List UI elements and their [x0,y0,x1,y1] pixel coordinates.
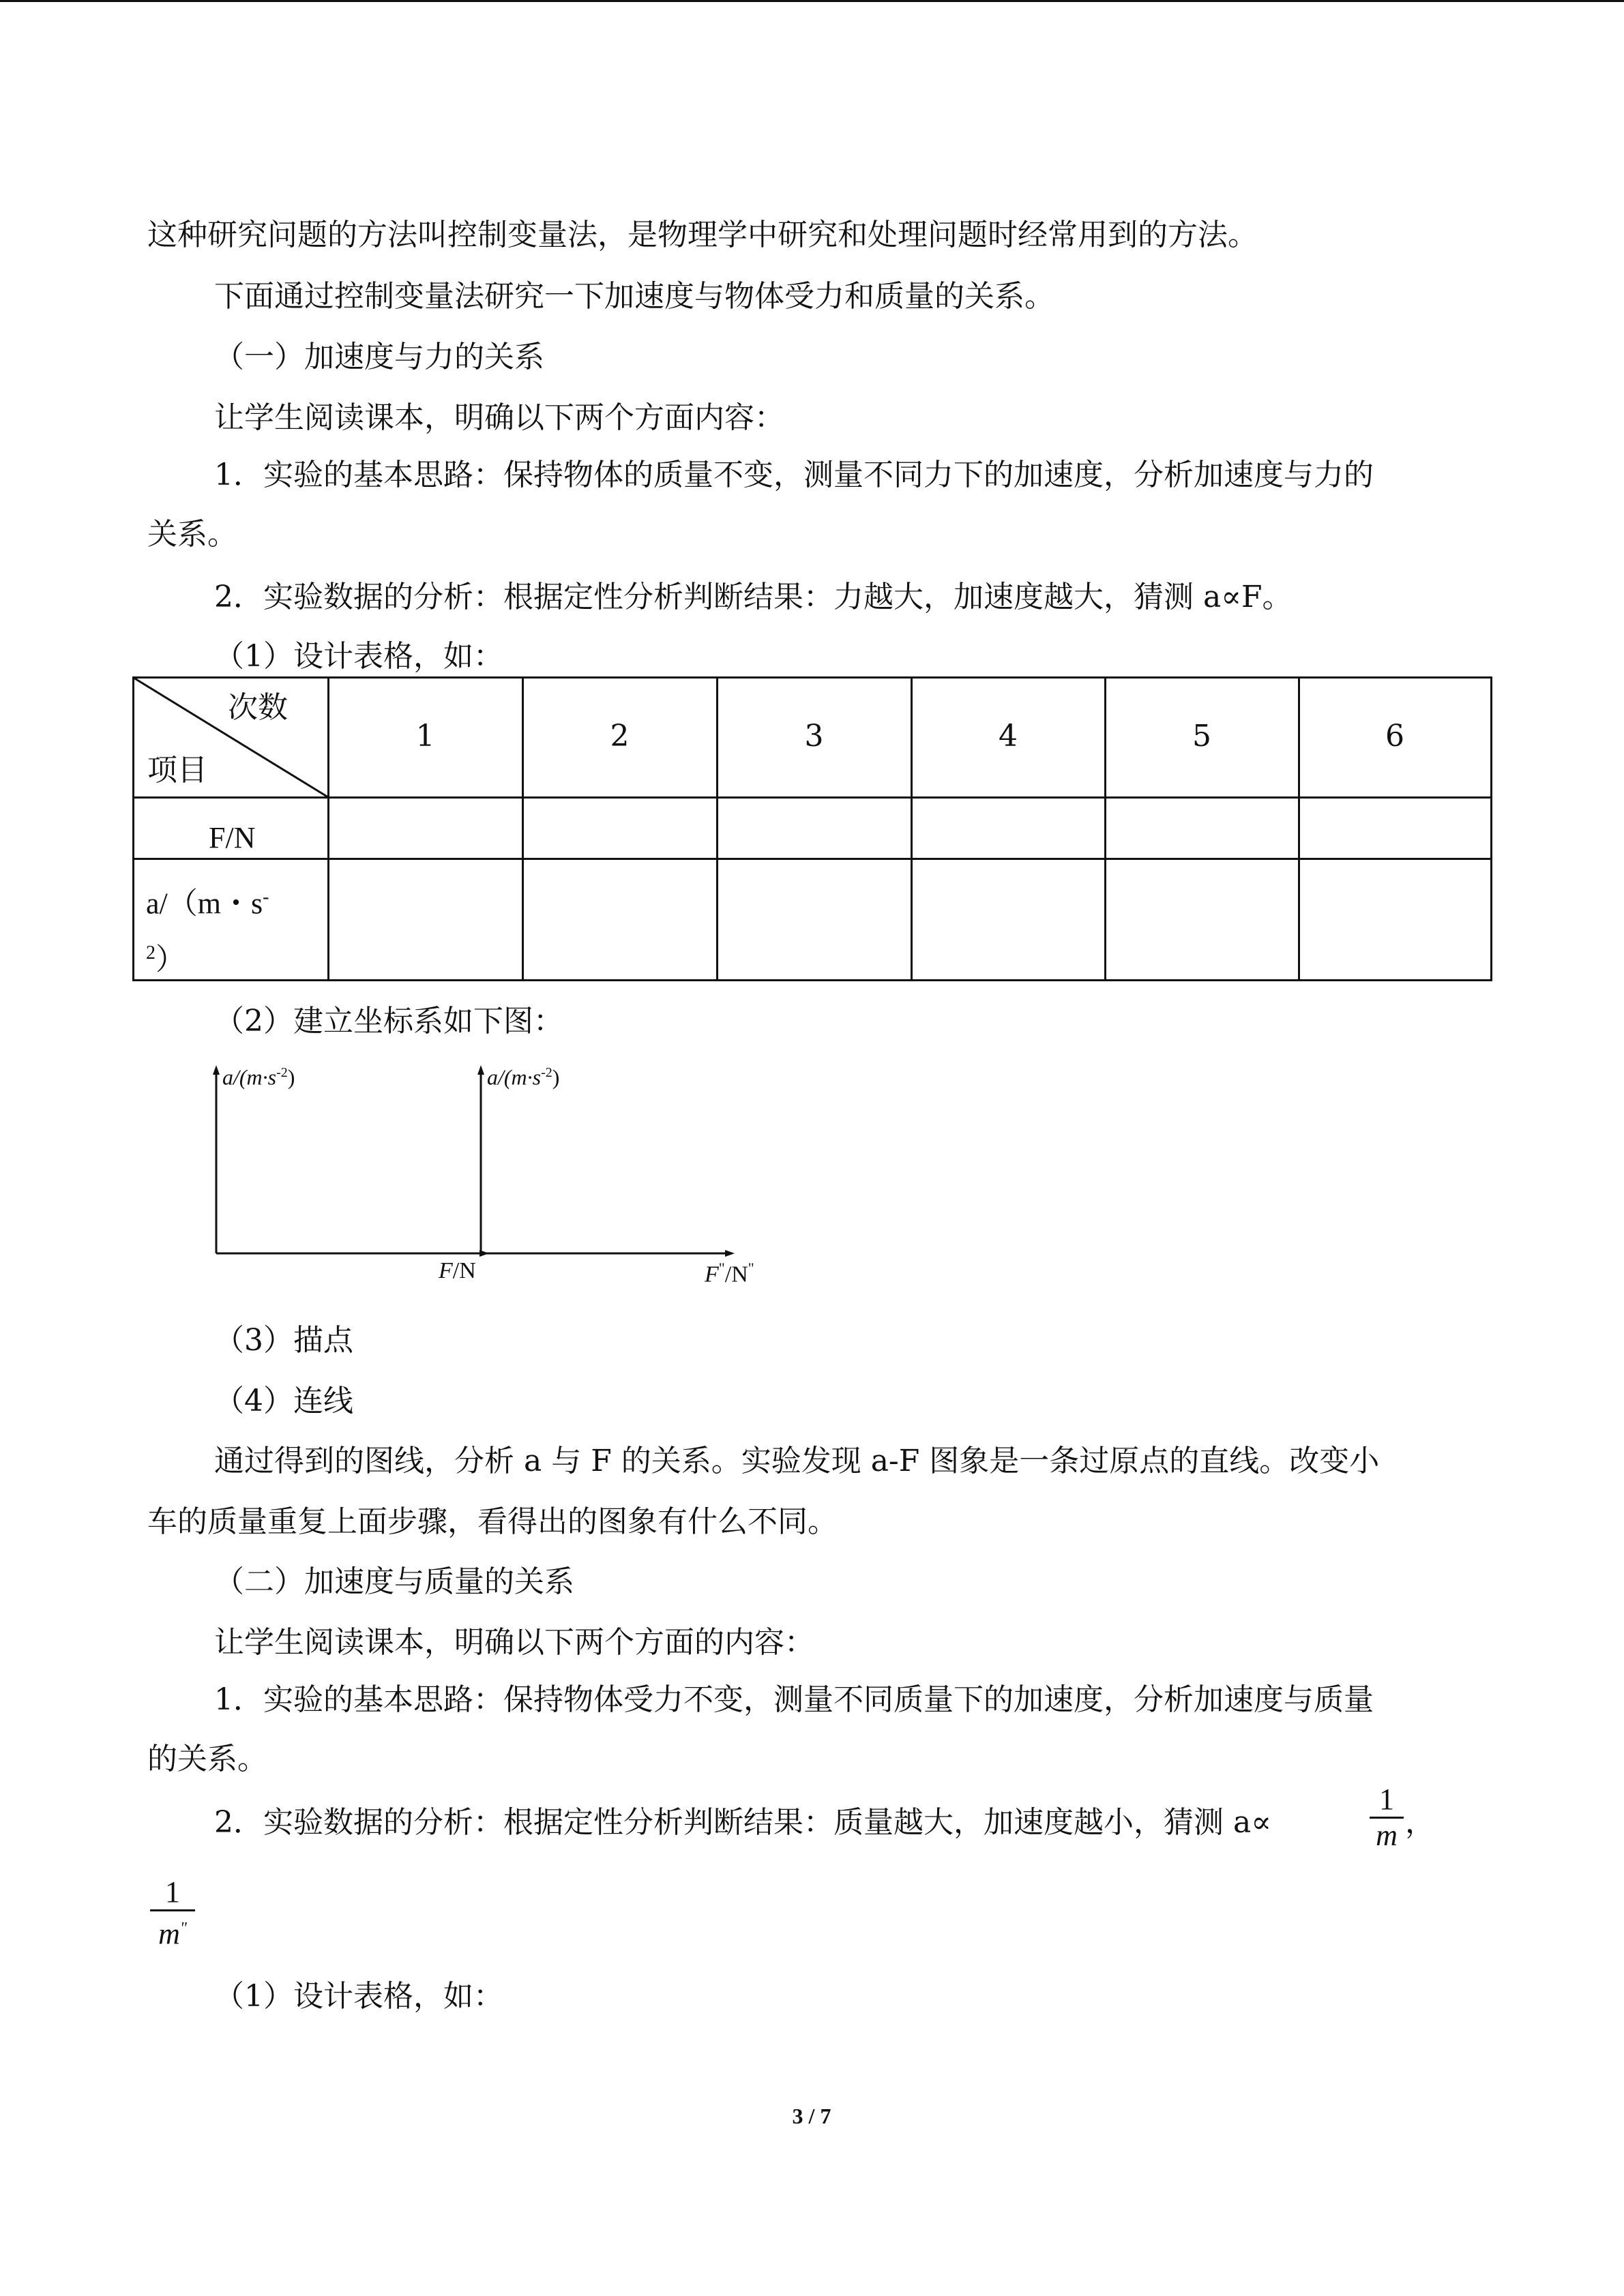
left-y-axis-label: $a/(m\cdot s^{-2})$ [222,1064,295,1090]
comma: ， [1405,1805,1435,1840]
table-col-header: 1 [415,719,435,754]
table-col-header: 5 [1192,719,1211,754]
table-row-label-accel-cont: $^2$） [146,942,186,976]
section-heading: （一）加速度与力的关系 [214,340,544,374]
right-x-axis-label: F"/N" [705,1259,754,1287]
paragraph: 2．实验数据的分析：根据定性分析判断结果：力越大，加速度越大，猜测 a∝F。 [214,580,1293,614]
top-border [0,0,1624,2]
table-col-header: 6 [1385,719,1404,754]
paragraph: 通过得到的图线，分析 a 与 F 的关系。实验发现 a-F 图象是一条过原点的直线。改变小 [214,1444,1380,1478]
table-col-header: 4 [999,719,1018,754]
paragraph: 车的质量重复上面步骤，看得出的图象有什么不同。 [147,1504,838,1539]
table-corner-top: 次数 [228,690,288,725]
paragraph: 1．实验的基本思路：保持物体受力不变，测量不同质量下的加速度，分析加速度与质量 [214,1682,1374,1717]
paragraph: 1．实验的基本思路：保持物体的质量不变，测量不同力下的加速度，分析加速度与力的 [214,458,1374,492]
paragraph: 下面通过控制变量法研究一下加速度与物体受力和质量的关系。 [214,279,1054,314]
fraction-one-over-m-n: 1 m" [150,1875,195,1952]
table-row-label-force: F/N [209,821,256,854]
paragraph: （1）设计表格，如： [214,639,503,674]
paragraph: 关系。 [147,517,237,552]
paragraph: （2）建立坐标系如下图： [214,1004,563,1039]
table-row-label-accel: a/（m・s- [146,886,269,921]
paragraph: 2．实验数据的分析：根据定性分析判断结果：质量越大，加速度越小，猜测 a∝ [214,1805,1271,1840]
paragraph: （4）连线 [214,1384,353,1418]
table-corner-bottom: 项目 [147,753,207,788]
right-y-axis-label: $a/(m\cdot s^{-2})$ [487,1064,560,1090]
table-col-header: 2 [610,719,630,754]
section-heading: （二）加速度与质量的关系 [214,1564,574,1599]
table-col-header: 3 [804,719,824,754]
paragraph: 让学生阅读课本，明确以下两个方面的内容： [214,1625,814,1660]
paragraph: （3）描点 [214,1323,353,1358]
fraction-one-over-m: 1 m [1370,1783,1404,1853]
data-table-force [132,676,1492,981]
paragraph: 让学生阅读课本，明确以下两个方面内容： [214,400,784,435]
left-x-axis-label: F/N [439,1258,476,1283]
paragraph: 这种研究问题的方法叫控制变量法，是物理学中研究和处理问题时经常用到的方法。 [147,218,1258,252]
page-number: 3 / 7 [792,2104,831,2128]
paragraph: 的关系。 [147,1742,267,1776]
paragraph: （1）设计表格，如： [214,1979,503,2014]
